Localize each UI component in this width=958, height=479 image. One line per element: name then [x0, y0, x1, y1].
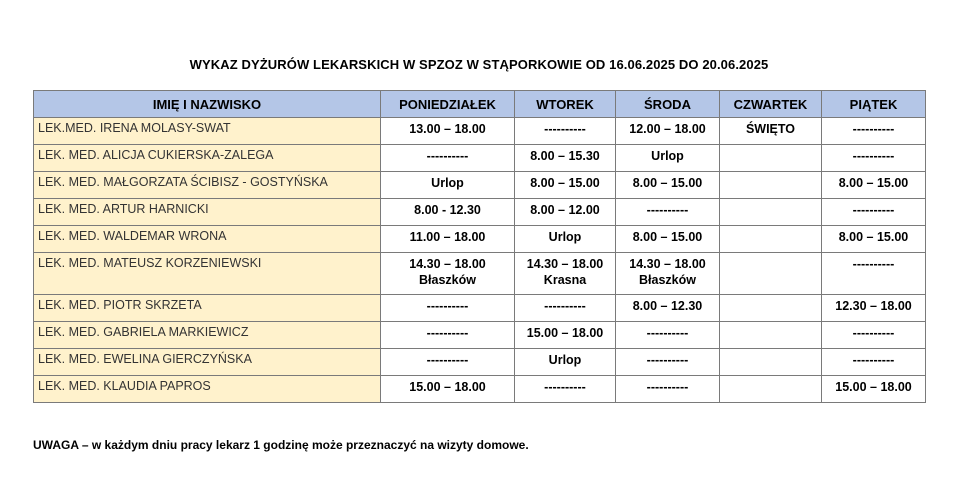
duty-cell-tuesday: Urlop	[515, 226, 616, 253]
duty-cell-thursday	[720, 376, 822, 403]
table-row	[34, 295, 926, 322]
duty-cell-monday: ----------	[381, 349, 515, 376]
doctor-name: LEK. MED. MAŁGORZATA ŚCIBISZ - GOSTYŃSKA	[34, 172, 381, 199]
duty-cell-tuesday: 14.30 – 18.00 Krasna	[515, 253, 616, 295]
duty-cell-friday: ----------	[822, 145, 926, 172]
table-row	[34, 349, 926, 376]
doctor-name: LEK. MED. WALDEMAR WRONA	[34, 226, 381, 253]
header-friday: PIĄTEK	[822, 91, 926, 118]
duty-cell-thursday	[720, 145, 822, 172]
duty-cell-monday: 8.00 - 12.30	[381, 199, 515, 226]
doctor-name: LEK. MED. GABRIELA MARKIEWICZ	[34, 322, 381, 349]
duty-cell-monday: ----------	[381, 145, 515, 172]
table-row	[34, 226, 926, 253]
duty-cell-wednesday: ----------	[616, 199, 720, 226]
table-row	[34, 253, 926, 295]
duty-cell-monday: 15.00 – 18.00	[381, 376, 515, 403]
duty-cell-tuesday: 15.00 – 18.00	[515, 322, 616, 349]
duty-cell-thursday	[720, 199, 822, 226]
doctor-name: LEK. MED. MATEUSZ KORZENIEWSKI	[34, 253, 381, 295]
note-text: UWAGA – w każdym dniu pracy lekarz 1 godzinę może przeznaczyć na wizyty domowe.	[33, 438, 529, 452]
table-row	[34, 376, 926, 403]
duty-cell-thursday	[720, 226, 822, 253]
duty-cell-monday: 13.00 – 18.00	[381, 118, 515, 145]
duty-cell-tuesday: ----------	[515, 118, 616, 145]
duty-cell-friday: 15.00 – 18.00	[822, 376, 926, 403]
duty-cell-wednesday: 8.00 – 12.30	[616, 295, 720, 322]
duty-cell-monday: 14.30 – 18.00 Błaszków	[381, 253, 515, 295]
page-title: WYKAZ DYŻURÓW LEKARSKICH W SPZOZ W STĄPORKOWIE OD 16.06.2025 DO 20.06.2025	[189, 57, 769, 72]
doctor-name: LEK. MED. KLAUDIA PAPROS	[34, 376, 381, 403]
header-wednesday: ŚRODA	[616, 91, 720, 118]
duty-cell-friday: ----------	[822, 199, 926, 226]
table-row	[34, 118, 926, 145]
duty-cell-monday: ----------	[381, 295, 515, 322]
header-row	[34, 91, 926, 118]
doctor-name: LEK. MED. PIOTR SKRZETA	[34, 295, 381, 322]
duty-cell-thursday: ŚWIĘTO	[720, 118, 822, 145]
duty-cell-wednesday: 8.00 – 15.00	[616, 172, 720, 199]
duty-cell-wednesday: 14.30 – 18.00 Błaszków	[616, 253, 720, 295]
duty-cell-thursday	[720, 349, 822, 376]
duty-cell-friday: ----------	[822, 349, 926, 376]
duty-cell-wednesday: 12.00 – 18.00	[616, 118, 720, 145]
header-monday: PONIEDZIAŁEK	[381, 91, 515, 118]
duty-schedule-table	[33, 90, 926, 403]
duty-cell-wednesday: ----------	[616, 376, 720, 403]
duty-cell-friday: 8.00 – 15.00	[822, 172, 926, 199]
header-thursday: CZWARTEK	[720, 91, 822, 118]
duty-cell-tuesday: ----------	[515, 295, 616, 322]
duty-cell-thursday	[720, 253, 822, 295]
duty-cell-thursday	[720, 172, 822, 199]
duty-cell-thursday	[720, 322, 822, 349]
duty-cell-wednesday: 8.00 – 15.00	[616, 226, 720, 253]
duty-cell-friday: 8.00 – 15.00	[822, 226, 926, 253]
duty-cell-friday: ----------	[822, 322, 926, 349]
duty-cell-friday: 12.30 – 18.00	[822, 295, 926, 322]
header-name: IMIĘ I NAZWISKO	[34, 91, 381, 118]
header-tuesday: WTOREK	[515, 91, 616, 118]
duty-cell-wednesday: ----------	[616, 349, 720, 376]
duty-cell-friday: ----------	[822, 118, 926, 145]
doctor-name: LEK. MED. ARTUR HARNICKI	[34, 199, 381, 226]
duty-cell-tuesday: ----------	[515, 376, 616, 403]
doctor-name: LEK.MED. IRENA MOLASY-SWAT	[34, 118, 381, 145]
duty-cell-thursday	[720, 295, 822, 322]
duty-cell-tuesday: 8.00 – 12.00	[515, 199, 616, 226]
duty-cell-tuesday: Urlop	[515, 349, 616, 376]
table-row	[34, 145, 926, 172]
table-row	[34, 172, 926, 199]
duty-cell-wednesday: Urlop	[616, 145, 720, 172]
doctor-name: LEK. MED. ALICJA CUKIERSKA-ZALEGA	[34, 145, 381, 172]
duty-cell-tuesday: 8.00 – 15.00	[515, 172, 616, 199]
doctor-name: LEK. MED. EWELINA GIERCZYŃSKA	[34, 349, 381, 376]
duty-cell-tuesday: 8.00 – 15.30	[515, 145, 616, 172]
duty-cell-monday: ----------	[381, 322, 515, 349]
duty-cell-monday: 11.00 – 18.00	[381, 226, 515, 253]
duty-cell-wednesday: ----------	[616, 322, 720, 349]
duty-cell-friday: ----------	[822, 253, 926, 295]
table-row	[34, 199, 926, 226]
duty-cell-monday: Urlop	[381, 172, 515, 199]
table-row	[34, 322, 926, 349]
